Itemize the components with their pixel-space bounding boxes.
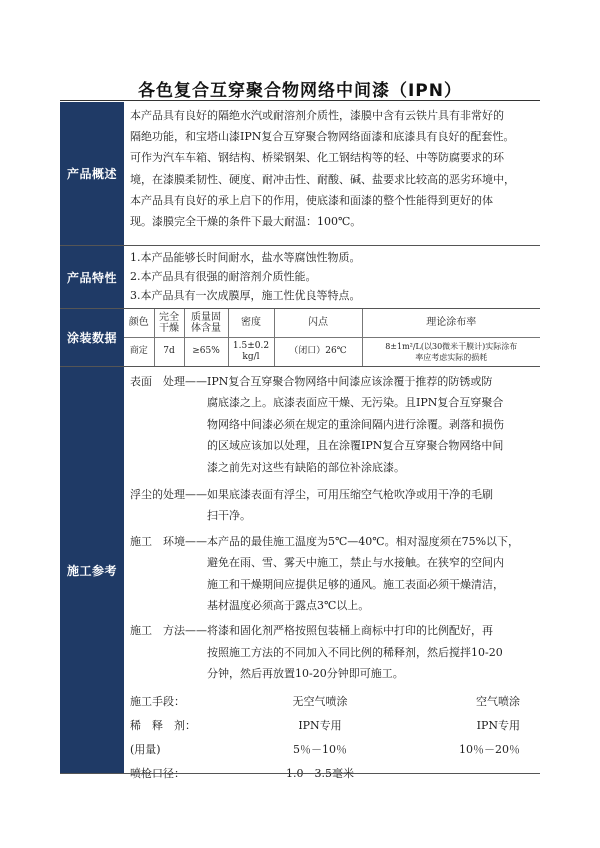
features-content [124,246,540,308]
environment-line: 施工和干燥期间应提供足够的通风。施工表面必须干燥清洁， [207,577,504,591]
overview-label: 产品概述 [60,102,124,245]
row-airless: 5％－10％ [293,742,347,756]
document-title: 各色复合互穿聚合物网络中间漆（IPN） [137,81,462,101]
method-term: 施工 方法—— [130,624,207,638]
table-row [130,738,534,762]
value-dry: 7d [154,337,184,366]
construction-content [124,367,540,780]
environment-line: 本产品的最佳施工温度为5℃—40℃。相对湿度须在75%以下， [207,534,520,548]
method-line: 按照施工方法的不同加入不同比例的稀释剂，然后搅拌10-20 [207,645,503,659]
row-key: 喷枪口径： [130,766,185,780]
surface-line: 的区域应该加以处理，且在涂覆IPN复合互穿聚合物网络中间 [207,439,504,453]
row-air: 10％－20％ [459,742,520,756]
table-header-row [124,309,540,337]
method-line: 将漆和固化剂严格按照包装桶上商标中打印的比例配好，再 [207,624,493,638]
coating-data-table [124,309,540,366]
surface-line: 物网络中间漆必须在规定的重涂间隔内进行涂覆。剥落和损伤 [207,417,504,431]
dust-desc [207,484,534,527]
environment [130,531,534,617]
overview-section [60,102,540,245]
table-row [130,690,534,714]
coating-data-section [60,309,540,366]
coating-data-table-wrap [124,309,540,366]
feature-item: 2.本产品具有很强的耐溶剂介质性能。 [130,270,317,283]
value-color: 商定 [124,337,154,366]
overview-line: 本产品具有良好的承上启下的作用，使底漆和面漆的整个性能得到更好的体 [130,193,493,207]
value-solids: ≥65% [184,337,228,366]
header-density: 密度 [228,309,274,337]
row-key: (用量) [130,742,161,756]
row-key: 稀 释 剂： [130,718,196,732]
value-density: 1.5±0.2 kg/l [228,337,274,366]
method-desc [207,620,534,684]
header-flash: 闪点 [274,309,362,337]
table-row [124,337,540,366]
environment-term: 施工 环境—— [130,534,207,548]
dust-line: 扫干净。 [207,509,251,523]
header-color: 颜色 [124,309,154,337]
dust-term: 浮尘的处理—— [130,488,207,502]
method-line: 分钟，然后再放置10-20分钟即可施工。 [207,667,404,681]
overview-line: 境，在漆膜柔韧性、硬度、耐冲击性、耐酸、碱、盐要求比较高的恶劣环境中， [130,172,515,186]
dust-treatment [130,484,534,527]
surface-desc [207,371,534,478]
row-key: 施工手段： [130,694,185,708]
row-air: 空气喷涂 [476,694,520,708]
application-table [130,690,534,786]
surface-treatment [130,371,534,478]
environment-line: 避免在雨、雪、雾天中施工，禁止与水接触。在狭窄的空间内 [207,556,504,570]
overview-line: 隔绝功能，和宝塔山漆IPN复合互穿聚合物网络面漆和底漆具有良好的配套性。 [130,130,515,144]
row-air: IPN专用 [476,718,520,732]
header-dry: 完全 干燥 [154,309,184,337]
table-row [130,714,534,738]
bottom-rule [60,773,540,774]
surface-term: 表面 处理—— [130,375,207,388]
dust-line: 如果底漆表面有浮尘，可用压缩空气枪吹净或用干净的毛刷 [207,488,493,502]
value-coverage: 8±1m²/L(以30微米干膜计)实际涂布 率应考虑实际的损耗 [362,337,540,366]
value-flash: （闭口）26℃ [274,337,362,366]
features-label: 产品特性 [60,246,124,308]
surface-line: IPN复合互穿聚合物网络中间漆应该涂覆于推荐的防锈或防 [207,375,493,388]
overview-line: 现。漆膜完全干燥的条件下最大耐温：100℃。 [130,215,362,229]
header-solids: 质量固 体含量 [184,309,228,337]
environment-desc [207,531,534,617]
coating-data-label: 涂装数据 [60,309,124,366]
feature-item: 1.本产品能够长时间耐水，盐水等腐蚀性物质。 [130,251,361,264]
environment-line: 基材温度必须高于露点3℃以上。 [207,599,370,613]
feature-item: 3.本产品具有一次成膜厚，施工性优良等特点。 [130,289,361,302]
surface-line: 腐底漆之上。底漆表面应干燥、无污染。且IPN复合互穿聚合 [207,396,504,410]
row-airless: 1.0－3.5毫米 [286,766,354,780]
row-airless: IPN专用 [298,718,342,732]
construction-label: 施工参考 [60,367,124,773]
overview-content [124,102,540,245]
overview-line: 可作为汽车车箱、钢结构、桥梁钢架、化工钢结构等的轻、中等防腐要求的环 [130,151,504,165]
method [130,620,534,684]
features-section [60,246,540,308]
construction-section [60,367,540,780]
surface-line: 漆之前先对这些有缺陷的部位补涂底漆。 [207,460,405,474]
header-coverage: 理论涂布率 [362,309,540,337]
row-airless: 无空气喷涂 [292,694,348,708]
title-rule [60,100,540,101]
overview-line: 本产品具有良好的隔绝水汽或耐溶剂介质性，漆膜中含有云铁片具有非常好的 [130,109,504,122]
